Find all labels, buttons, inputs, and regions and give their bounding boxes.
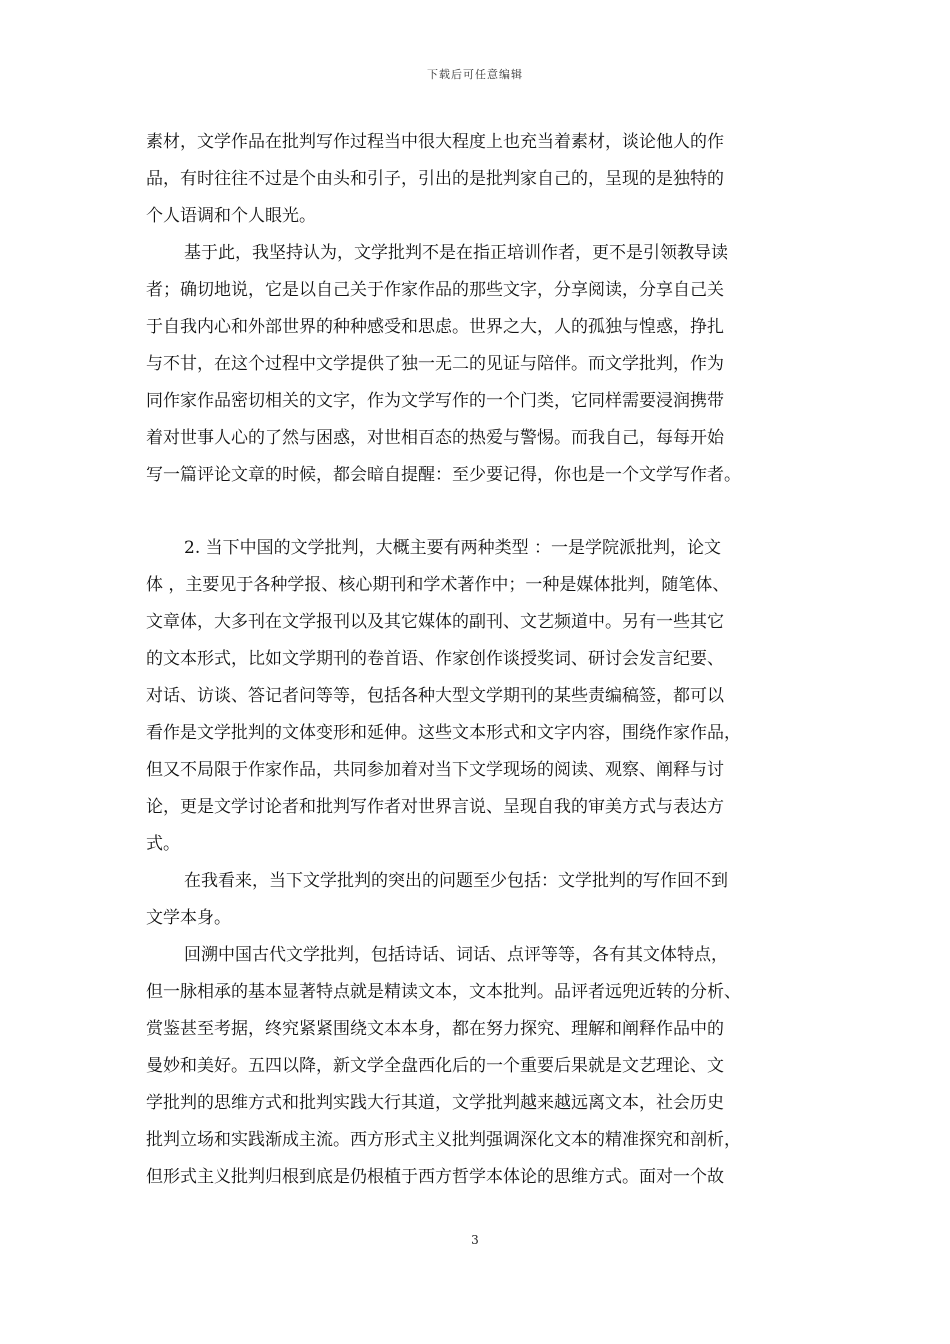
text-line: 看作是文学批判的文体变形和延伸。这些文本形式和文字内容，围绕作家作品， [146,723,741,743]
text-line: 学批判的思维方式和批判实践大行其道，文学批判越来越远离文本，社会历史 [146,1093,724,1113]
paragraph [146,937,806,1196]
text-line: 式。 [146,834,180,854]
document-body [146,124,806,1196]
text-line: 但一脉相承的基本显著特点就是精读文本，文本批判。品评者远兜近转的分析、 [146,982,741,1002]
text-line: 者；确切地说，它是以自己关于作家作品的那些文字，分享阅读，分享自己关 [146,280,724,300]
text-line: 在我看来，当下文学批判的突出的问题至少包括：文学批判的写作回不到 [184,871,728,891]
paragraph [146,530,806,863]
text-line: 赏鉴甚至考据，终究紧紧围绕文本本身，都在努力探究、理解和阐释作品中的 [146,1019,724,1039]
text-line: 同作家作品密切相关的文字，作为文学写作的一个门类，它同样需要浸润携带 [146,391,724,411]
text-line: 个人语调和个人眼光。 [146,206,316,226]
text-line: 回溯中国古代文学批判，包括诗话、词话、点评等等，各有其文体特点， [184,945,728,965]
text-line: 论，更是文学讨论者和批判写作者对世界言说、呈现自我的审美方式与表达方 [146,797,724,817]
text-line: 与不甘，在这个过程中文学提供了独一无二的见证与陪伴。而文学批判，作为 [146,354,724,374]
text-line: 着对世事人心的了然与困惑，对世相百态的热爱与警惕。而我自己，每每开始 [146,428,724,448]
page-header: 下载后可任意编辑 [427,68,523,81]
text-line: 的文本形式，比如文学期刊的卷首语、作家创作谈授奖词、研讨会发言纪要、 [146,649,724,669]
text-line: 品，有时往往不过是个由头和引子，引出的是批判家自己的，呈现的是独特的 [146,169,724,189]
text-line: 素材，文学作品在批判写作过程当中很大程度上也充当着素材，谈论他人的作 [146,132,724,152]
paragraph [146,863,806,937]
text-line: 于自我内心和外部世界的种种感受和思虑。世界之大，人的孤独与惶惑，挣扎 [146,317,724,337]
text-line: 文学本身。 [146,908,231,928]
text-line: 体 ，主要见于各种学报、核心期刊和学术著作中；一种是媒体批判，随笔体、 [146,575,730,595]
text-line: 2. 当下中国的文学批判，大概主要有两种类型 ：一是学院派批判，论文 [184,538,722,558]
page-number: 3 [471,1233,479,1247]
text-line: 曼妙和美好。五四以降，新文学全盘西化后的一个重要后果就是文艺理论、文 [146,1056,724,1076]
paragraph-gap [146,494,806,530]
text-line: 对话、访谈、答记者问等等，包括各种大型文学期刊的某些责编稿签，都可以 [146,686,724,706]
text-line: 但形式主义批判归根到底是仍根植于西方哲学本体论的思维方式。面对一个故 [146,1167,724,1187]
text-line: 写一篇评论文章的时候，都会暗自提醒：至少要记得，你也是一个文学写作者。 [146,465,741,485]
text-line: 批判立场和实践渐成主流。西方形式主义批判强调深化文本的精准探究和剖析， [146,1130,741,1150]
text-line: 但又不局限于作家作品，共同参加着对当下文学现场的阅读、观察、阐释与讨 [146,760,724,780]
text-line: 文章体，大多刊在文学报刊以及其它媒体的副刊、文艺频道中。另有一些其它 [146,612,724,632]
paragraph [146,124,806,235]
text-line: 基于此，我坚持认为，文学批判不是在指正培训作者，更不是引领教导读 [184,243,728,263]
paragraph [146,235,806,494]
